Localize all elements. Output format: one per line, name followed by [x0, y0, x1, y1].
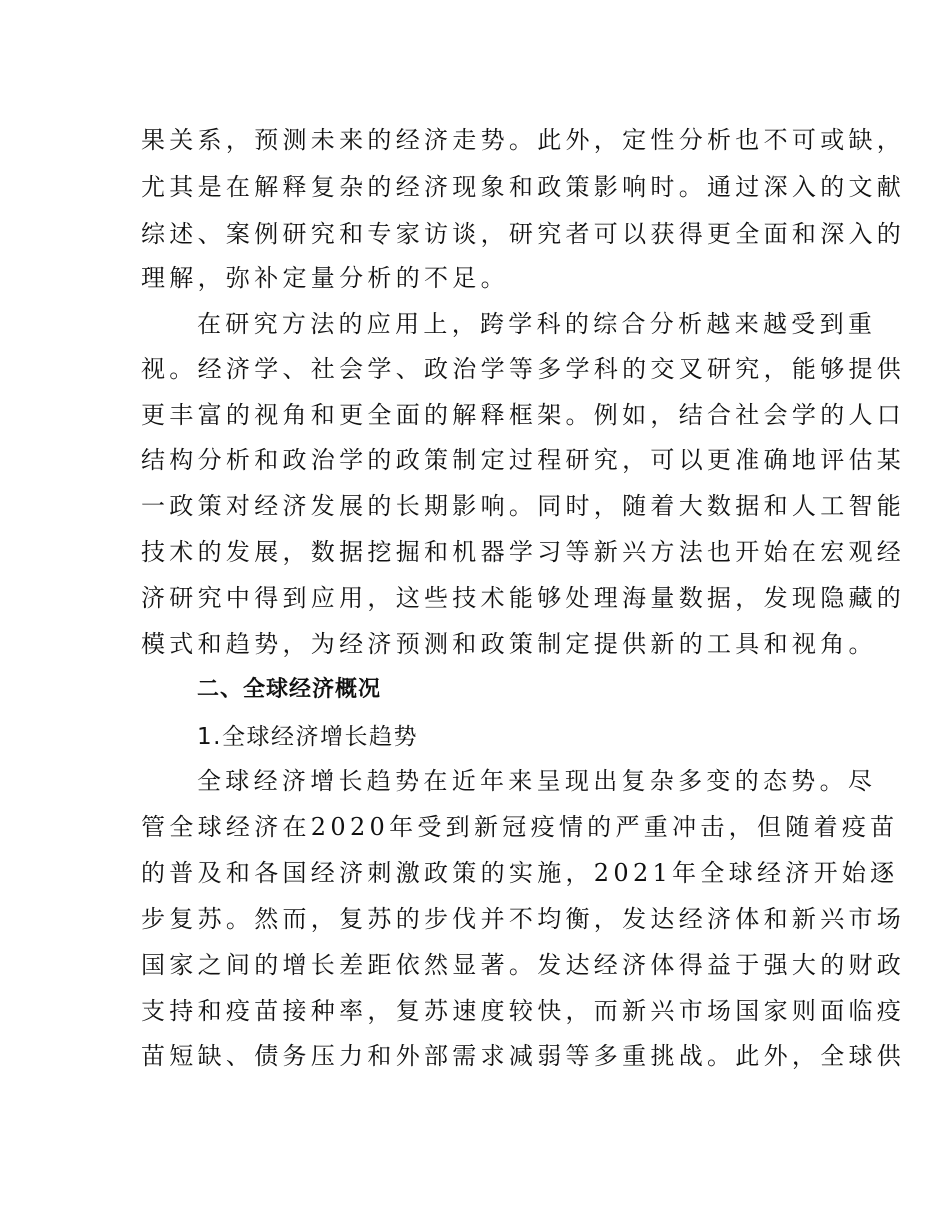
paragraph-line: 支持和疫苗接种率，复苏速度较快，而新兴市场国家则面临疫 [141, 997, 906, 1025]
paragraph-line: 管全球经济在2020年受到新冠疫情的严重冲击，但随着疫苗 [141, 813, 899, 841]
paragraph-line: 一政策对经济发展的长期影响。同时，随着大数据和人工智能 [141, 492, 906, 520]
section-heading: 二、全球经济概况 [197, 677, 382, 702]
paragraph-line: 步复苏。然而，复苏的步伐并不均衡，发达经济体和新兴市场 [141, 905, 906, 933]
paragraph-line: 技术的发展，数据挖掘和机器学习等新兴方法也开始在宏观经 [141, 538, 906, 566]
paragraph-line: 苗短缺、债务压力和外部需求减弱等多重挑战。此外，全球供 [141, 1042, 906, 1070]
paragraph-line: 结构分析和政治学的政策制定过程研究，可以更准确地评估某 [141, 446, 906, 474]
paragraph-line: 理解，弥补定量分析的不足。 [141, 264, 509, 292]
paragraph-line: 国家之间的增长差距依然显著。发达经济体得益于强大的财政 [141, 951, 906, 979]
paragraph-line: 视。经济学、社会学、政治学等多学科的交叉研究，能够提供 [141, 355, 906, 383]
paragraph-line: 全球经济增长趋势在近年来呈现出复杂多变的态势。尽 [197, 767, 877, 795]
paragraph-line: 在研究方法的应用上，跨学科的综合分析越来越受到重 [197, 310, 877, 338]
paragraph-line: 济研究中得到应用，这些技术能够处理海量数据，发现隐藏的 [141, 584, 906, 612]
paragraph-line: 的普及和各国经济刺激政策的实施，2021年全球经济开始逐 [141, 859, 899, 887]
paragraph-line: 果关系，预测未来的经济走势。此外，定性分析也不可或缺， [141, 126, 906, 154]
paragraph-line: 尤其是在解释复杂的经济现象和政策影响时。通过深入的文献 [141, 173, 906, 201]
paragraph-line: 模式和趋势，为经济预测和政策制定提供新的工具和视角。 [141, 630, 877, 658]
paragraph-line: 更丰富的视角和更全面的解释框架。例如，结合社会学的人口 [141, 401, 906, 429]
paragraph-line: 综述、案例研究和专家访谈，研究者可以获得更全面和深入的 [141, 220, 906, 248]
subsection-heading: 1.全球经济增长趋势 [197, 724, 418, 750]
